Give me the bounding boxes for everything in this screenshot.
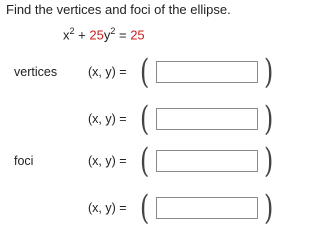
equation-y: y	[103, 27, 111, 43]
pair-label: (x, y)	[88, 201, 116, 215]
focus-2-input[interactable]	[156, 197, 258, 219]
pair-equals: =	[119, 201, 127, 215]
open-paren: (	[139, 99, 150, 139]
pair-label: (x, y)	[88, 112, 116, 126]
focus-2-pair	[88, 201, 127, 215]
focus-1-input[interactable]	[156, 150, 258, 172]
focus-1-pair	[88, 154, 127, 168]
vertex-2-input[interactable]	[156, 108, 258, 130]
foci-label: foci	[14, 154, 34, 168]
pair-equals: =	[119, 112, 127, 126]
equation-x-exponent: 2	[69, 26, 75, 36]
pair-label: (x, y)	[88, 65, 116, 79]
vertices-label: vertices	[14, 65, 58, 79]
equation-rhs: 25	[130, 27, 145, 43]
pair-label: (x, y)	[88, 154, 116, 168]
close-paren: )	[263, 52, 274, 92]
equation-equals: =	[118, 27, 127, 43]
open-paren: (	[139, 52, 150, 92]
close-paren: )	[263, 99, 274, 139]
pair-equals: =	[119, 65, 127, 79]
vertex-2-pair	[88, 112, 127, 126]
open-paren: (	[139, 188, 150, 228]
close-paren: )	[263, 141, 274, 181]
equation-x: x	[63, 27, 70, 43]
open-paren: (	[139, 141, 150, 181]
equation-plus: +	[78, 27, 86, 43]
equation-coefficient: 25	[89, 27, 104, 43]
problem-prompt: Find the vertices and foci of the ellipse.	[6, 2, 231, 17]
pair-equals: =	[119, 154, 127, 168]
equation-y-exponent: 2	[110, 26, 116, 36]
close-paren: )	[263, 188, 274, 228]
ellipse-equation	[63, 26, 145, 42]
vertex-1-input[interactable]	[156, 61, 258, 83]
vertex-1-pair	[88, 65, 127, 79]
